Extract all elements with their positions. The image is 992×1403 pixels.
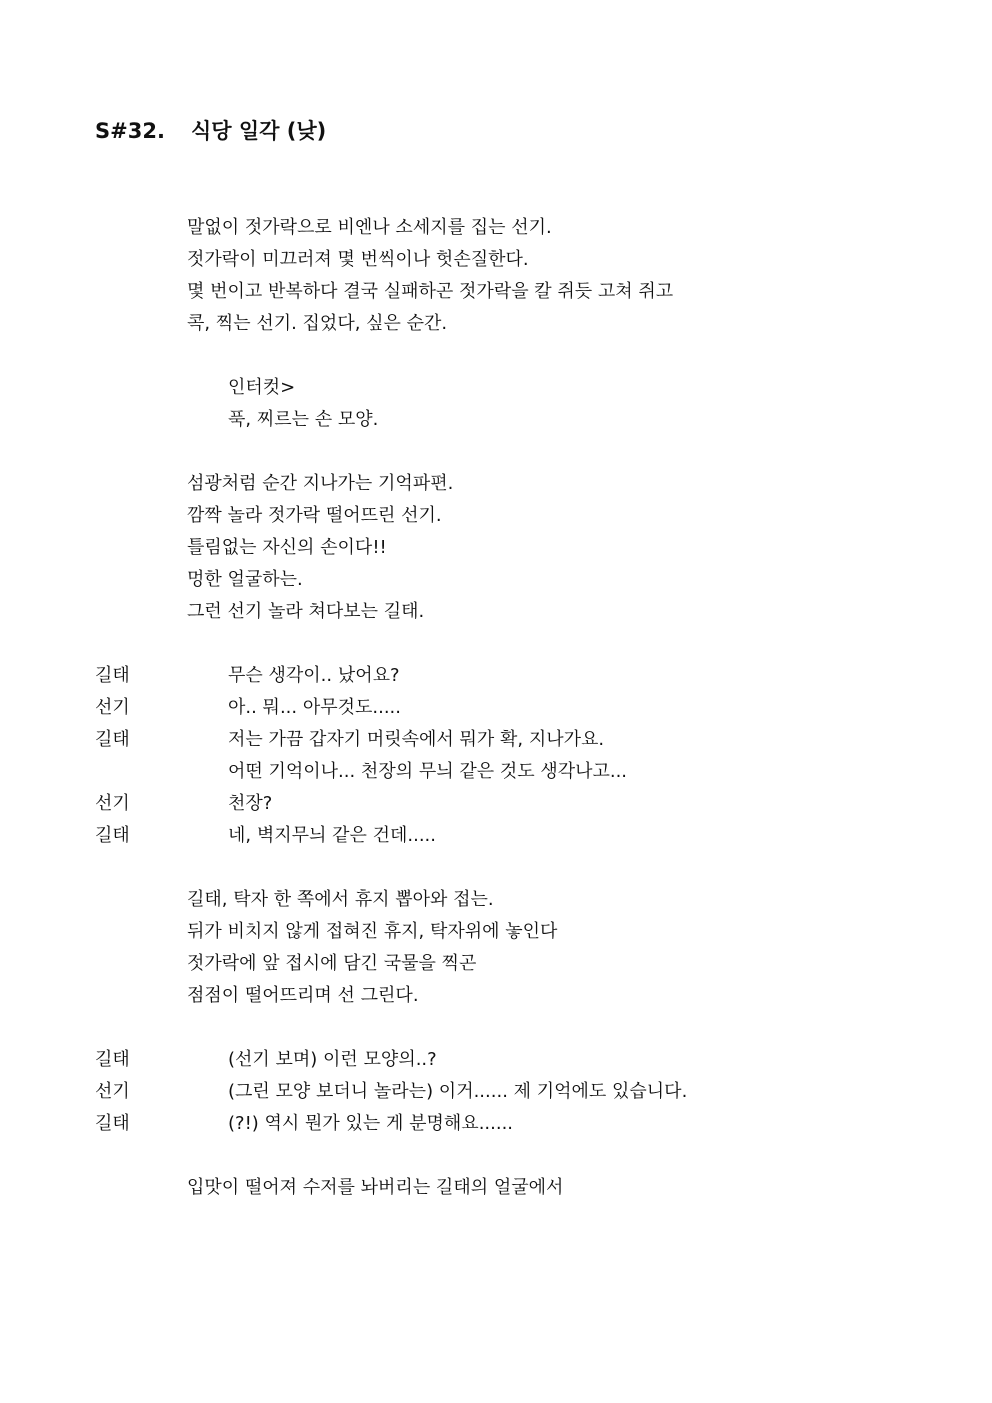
action-line: 틀림없는 자신의 손이다!! [187,537,387,558]
action-line: 깜짝 놀라 젓가락 떨어뜨린 선기. [187,505,442,526]
dialogue-line: 무슨 생각이.. 났어요? [228,665,400,686]
action-line: 뒤가 비치지 않게 접혀진 휴지, 탁자위에 놓인다 [187,921,558,942]
action-line: 젓가락이 미끄러져 몇 번씩이나 헛손질한다. [187,249,529,270]
action-line: 멍한 얼굴하는. [187,569,303,590]
speaker-name: 길태 [95,729,130,750]
dialogue-line: 아.. 뭐... 아무것도..... [228,697,401,718]
insert-text: 푹, 찌르는 손 모양. [228,409,379,430]
action-line: 몇 번이고 반복하다 결국 실패하곤 젓가락을 칼 쥐듯 고쳐 쥐고 [187,281,674,302]
scene-number: S#32. [95,119,165,143]
speaker-name: 길태 [95,665,130,686]
dialogue-line: 천장? [228,793,273,814]
speaker-name: 선기 [95,793,130,814]
action-line: 길태, 탁자 한 쪽에서 휴지 뽑아와 접는. [187,889,494,910]
action-line: 점점이 떨어뜨리며 선 그린다. [187,985,419,1006]
action-line: 콕, 찍는 선기. 집었다, 싶은 순간. [187,313,448,334]
speaker-name: 길태 [95,825,130,846]
speaker-name: 선기 [95,697,130,718]
dialogue-line: 어떤 기억이나... 천장의 무늬 같은 것도 생각나고... [228,761,628,782]
speaker-name: 길태 [95,1049,130,1070]
action-line: 섬광처럼 순간 지나가는 기억파편. [187,473,454,494]
dialogue-line: (?!) 역시 뭔가 있는 게 분명해요...... [228,1113,514,1134]
insert-label: 인터컷> [228,377,296,398]
speaker-name: 길태 [95,1113,130,1134]
dialogue-line: (그린 모양 보더니 놀라는) 이거...... 제 기억에도 있습니다. [228,1081,688,1102]
speaker-name: 선기 [95,1081,130,1102]
action-line: 말없이 젓가락으로 비엔나 소세지를 집는 선기. [187,217,552,238]
dialogue-line: 저는 가끔 갑자기 머릿속에서 뭐가 확, 지나가요. [228,729,605,750]
dialogue-line: 네, 벽지무늬 같은 건데..... [228,825,436,846]
action-line: 젓가락에 앞 접시에 담긴 국물을 찍곤 [187,953,477,974]
action-line: 입맛이 떨어져 수저를 놔버리는 길태의 얼굴에서 [187,1177,564,1198]
action-line: 그런 선기 놀라 쳐다보는 길태. [187,601,425,622]
scene-title: 식당 일각 (낮) [191,119,327,143]
dialogue-line: (선기 보며) 이런 모양의..? [228,1049,437,1070]
